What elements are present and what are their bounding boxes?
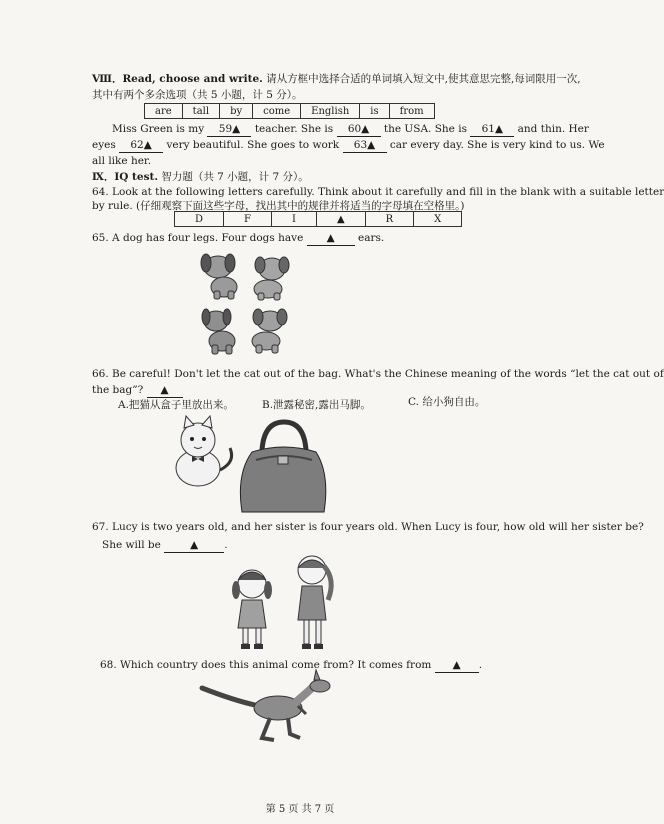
q67-text: She will be xyxy=(102,539,161,551)
q68-answer-blank[interactable]: ▲ xyxy=(435,658,479,673)
word-option: tall xyxy=(182,104,219,119)
bag-illustration xyxy=(232,420,332,516)
section8-heading: Ⅷ．Read, choose and write. xyxy=(92,73,263,85)
passage-text: eyes xyxy=(92,139,116,151)
passage-text: Miss Green is my xyxy=(112,123,205,135)
q67-line1: 67. Lucy is two years old, and her sister is four years old. When Lucy is four, how old will her sister be? xyxy=(92,521,644,533)
blank-62[interactable]: 62▲ xyxy=(119,138,163,153)
passage-text: and thin. Her xyxy=(517,123,589,135)
passage-text: teacher. She is xyxy=(254,123,334,135)
girl-tall xyxy=(298,556,331,649)
word-box xyxy=(144,103,435,119)
word-option: come xyxy=(253,104,301,119)
dog-4 xyxy=(252,309,287,353)
blank-60[interactable]: 60▲ xyxy=(337,122,381,137)
word-option: English xyxy=(301,104,360,119)
dog-3 xyxy=(202,309,235,354)
section8-instruction1: 请从方框中选择合适的单词填入短文中,使其意思完整,每词限用一次, xyxy=(266,73,581,85)
q67-text: . xyxy=(224,539,228,551)
letter-blank-cell[interactable]: ▲ xyxy=(316,212,365,227)
blank-61[interactable]: 61▲ xyxy=(470,122,514,137)
cat-illustration xyxy=(168,414,240,490)
four-dogs-illustration xyxy=(196,247,296,359)
letter-cell: I xyxy=(271,212,316,227)
q66-answer-blank[interactable]: ▲ xyxy=(147,383,183,398)
q68-text: . xyxy=(478,659,483,671)
q67-answer-blank[interactable]: ▲ xyxy=(164,538,224,553)
letter-sequence xyxy=(174,211,462,227)
q65-text: 65. A dog has four legs. Four dogs have xyxy=(92,232,304,244)
passage-line-1 xyxy=(112,122,589,137)
section9-heading-cn: 智力题（共 7 小题，计 7 分）。 xyxy=(161,171,309,183)
passage-line-3: all like her. xyxy=(92,155,152,167)
word-option: are xyxy=(145,104,183,119)
q66-line1: 66. Be careful! Don't let the cat out of the bag. What's the Chinese meaning of the words “let the cat out of xyxy=(92,368,664,380)
section8-instruction2: 其中有两个多余选项（共 5 小题，计 5 分）。 xyxy=(92,89,303,101)
section9-heading-line xyxy=(92,170,309,184)
kangaroo-illustration xyxy=(198,676,338,746)
section9-heading: Ⅸ．IQ test. xyxy=(92,171,158,183)
passage-text: car every day. She is very kind to us. We xyxy=(389,139,605,151)
page-footer: 第 5 页 共 7 页 xyxy=(265,804,335,815)
q68-text: 68. Which country does this animal come from? It comes from xyxy=(100,659,432,671)
q65-text: ears. xyxy=(358,232,385,244)
section8-heading-line xyxy=(92,72,581,86)
q64-line2: by rule. (仔细观察下面这些字母，找出其中的规律并将适当的字母填在空格里。) xyxy=(92,200,465,212)
blank-63[interactable]: 63▲ xyxy=(343,138,387,153)
word-option: from xyxy=(389,104,434,119)
q67-line2 xyxy=(102,538,228,553)
q64-line1: 64. Look at the following letters carefully. Think about it carefully and fill in the blank with a suitable letter xyxy=(92,186,664,198)
q66-option-c[interactable]: C. 给小狗自由。 xyxy=(408,396,486,408)
letter-cell: X xyxy=(414,212,462,227)
word-option: is xyxy=(360,104,389,119)
dog-2 xyxy=(254,257,289,300)
passage-line-2 xyxy=(92,138,605,153)
dog-1 xyxy=(201,254,237,299)
word-option: by xyxy=(220,104,253,119)
passage-text: very beautiful. She goes to work xyxy=(166,139,340,151)
passage-text: the USA. She is xyxy=(383,123,467,135)
q68-line xyxy=(100,658,482,673)
q65-line xyxy=(92,231,384,246)
q66-line2 xyxy=(92,383,183,398)
blank-59[interactable]: 59▲ xyxy=(207,122,251,137)
two-girls-illustration xyxy=(226,550,346,656)
girl-small xyxy=(232,570,272,649)
letter-cell: D xyxy=(175,212,224,227)
q65-answer-blank[interactable]: ▲ xyxy=(307,231,355,246)
q66-text: the bag”? xyxy=(92,384,144,396)
q66-option-b[interactable]: B.泄露秘密,露出马脚。 xyxy=(262,399,371,411)
letter-cell: R xyxy=(365,212,414,227)
letter-cell: F xyxy=(224,212,272,227)
q66-option-a[interactable]: A.把猫从盒子里放出来。 xyxy=(118,399,234,411)
